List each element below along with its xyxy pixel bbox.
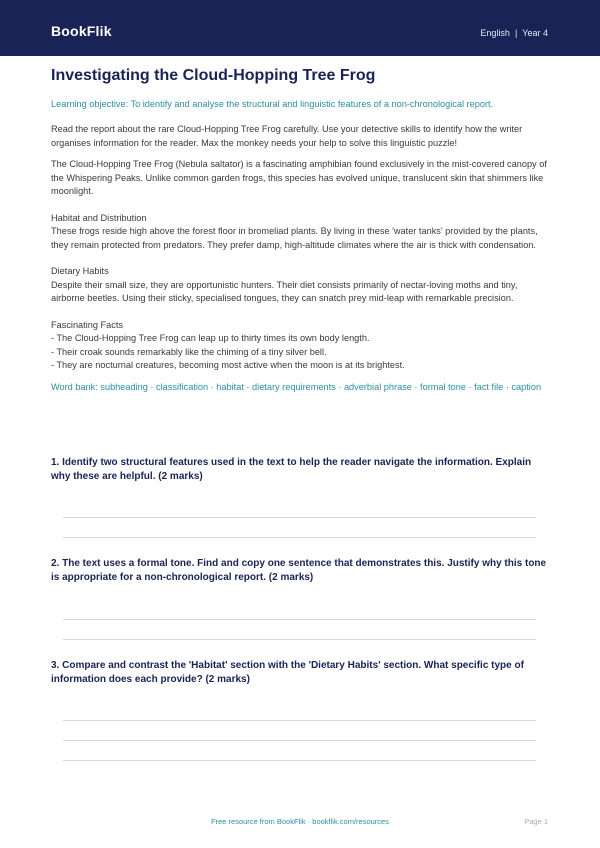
- question-2: 2. The text uses a formal tone. Find and copy one sentence that demonstrates this. Justify why this tone is appropriate for a non-chronological report. (2 marks): [51, 558, 547, 583]
- worksheet-content: [51, 66, 548, 394]
- answer-line[interactable]: [63, 619, 536, 620]
- habitat-section: [51, 212, 548, 253]
- diet-section: [51, 265, 548, 306]
- header-meta: [480, 28, 548, 38]
- question-1: 1. Identify two structural features used in the text to help the reader navigate the information. Explain why these are helpful. (2 marks): [51, 457, 532, 482]
- fact-item: - The Cloud-Hopping Tree Frog can leap up to thirty times its own body length.: [51, 333, 370, 343]
- page-title: Investigating the Cloud-Hopping Tree Frog: [51, 67, 376, 84]
- year-label: Year 4: [522, 28, 548, 38]
- question-3: 3. Compare and contrast the 'Habitat' section with the 'Dietary Habits' section. What specific type of information does each provide? (2 marks): [51, 660, 524, 685]
- answer-line[interactable]: [63, 537, 536, 538]
- report-introduction: The Cloud-Hopping Tree Frog (Nebula saltator) is a fascinating amphibian found exclusively in the mist-covered canopy of the Whispering Peaks. Unlike common garden frogs, this species has evolved unique, translucent skin that shimmers like moonlight.: [51, 159, 547, 196]
- subject-label: English: [480, 28, 510, 38]
- page-number: Page 1: [524, 817, 548, 826]
- footer-credit[interactable]: Free resource from BookFlik · bookflik.com/resources: [211, 817, 389, 826]
- answer-line[interactable]: [63, 760, 536, 761]
- brand-logo-text[interactable]: BookFlik: [51, 23, 112, 39]
- section-heading: Fascinating Facts: [51, 319, 123, 330]
- answer-line[interactable]: [63, 517, 536, 518]
- section-heading: Dietary Habits: [51, 266, 109, 276]
- section-body: These frogs reside high above the forest floor in bromeliad plants. By living in these 'water tanks' provided by the plants, they remain protected from predators. They prefer damp, high-altitude climates where the air is thick with condensation.: [51, 226, 538, 250]
- learning-objective: Learning objective: To identify and analyse the structural and linguistic features of a non-chronological report.: [51, 99, 494, 109]
- instructions-text: Read the report about the rare Cloud-Hopping Tree Frog carefully. Use your detective skills to identify how the writer organises information for the reader. Max the monkey needs your help to solve this linguistic puzzle!: [51, 124, 523, 148]
- page-header: [0, 0, 600, 56]
- section-body: Despite their small size, they are opportunistic hunters. Their diet consists primarily of nectar-loving moths and tiny, airborne beetles. Using their sticky, specialised tongues, they can snatch prey mid-leap with remarkable precision.: [51, 279, 518, 303]
- section-heading: Habitat and Distribution: [51, 212, 147, 223]
- fact-item: - Their croak sounds remarkably like the chiming of a tiny silver bell.: [51, 346, 327, 357]
- fact-item: - They are nocturnal creatures, becoming most active when the moon is at its brightest.: [51, 360, 405, 370]
- word-bank: Word bank: subheading · classification · habitat · dietary requirements · adverbial phrase · formal tone · fact file · caption: [51, 381, 542, 392]
- answer-line[interactable]: [63, 720, 536, 721]
- answer-line[interactable]: [63, 740, 536, 741]
- facts-section: [51, 319, 548, 373]
- meta-separator: |: [514, 28, 518, 38]
- answer-line[interactable]: [63, 639, 536, 640]
